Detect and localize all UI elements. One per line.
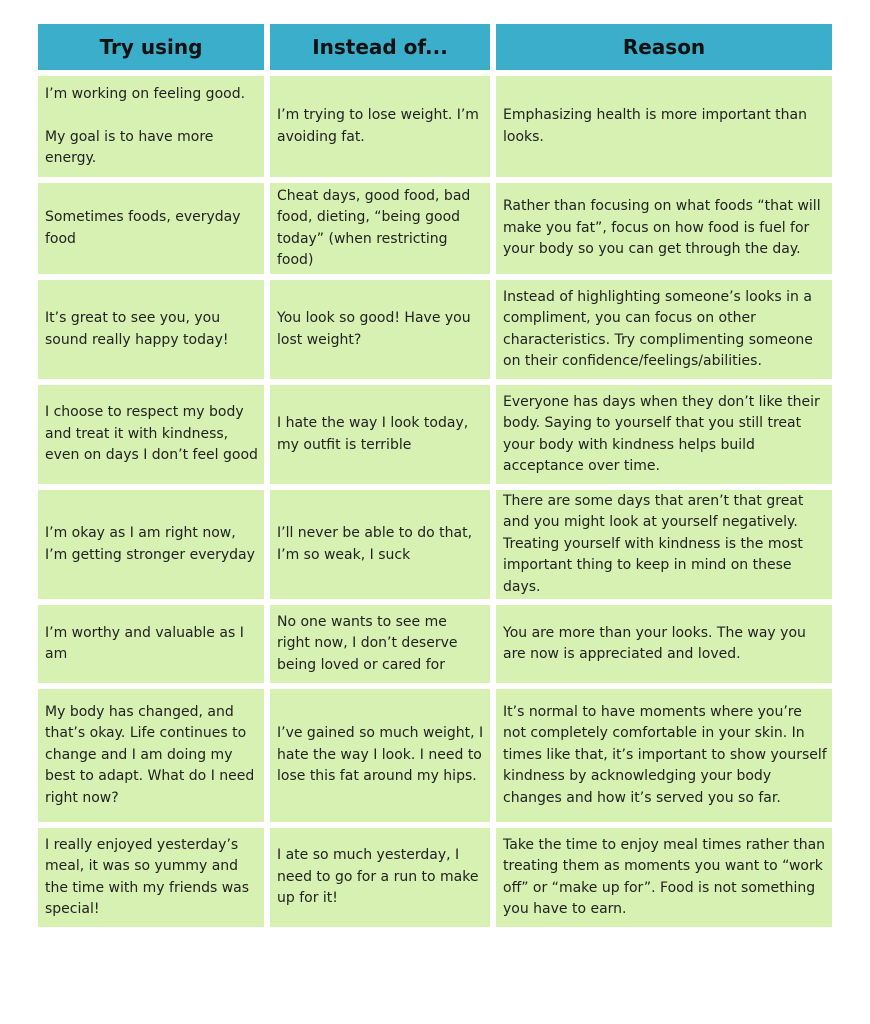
cell-reason: It’s normal to have moments where you’re not completely comfortable in your skin. In times like that, it’s important to show yourself kindness by acknowledging your body changes and how it’s served you so far. xyxy=(496,689,832,822)
cell-reason: Instead of highlighting someone’s looks in a compliment, you can focus on other characteristics. Try complimenting someone on their confidence/feelings/abilities. xyxy=(496,280,832,379)
cell-try-using: Sometimes foods, everyday food xyxy=(38,183,264,274)
cell-instead-of: Cheat days, good food, bad food, dieting, “being good today” (when restricting food) xyxy=(270,183,490,274)
cell-reason: There are some days that aren’t that great and you might look at yourself negatively. Treating yourself with kindness is the most important thing to keep in mind on these days. xyxy=(496,490,832,599)
cell-try-using: I really enjoyed yesterday’s meal, it was so yummy and the time with my friends was special! xyxy=(38,828,264,927)
cell-instead-of: No one wants to see me right now, I don’t deserve being loved or cared for xyxy=(270,605,490,683)
cell-reason: You are more than your looks. The way you are now is appreciated and loved. xyxy=(496,605,832,683)
header-instead-of: Instead of... xyxy=(270,24,490,70)
cell-instead-of: I ate so much yesterday, I need to go for a run to make up for it! xyxy=(270,828,490,927)
cell-try-using: I choose to respect my body and treat it with kindness, even on days I don’t feel good xyxy=(38,385,264,484)
cell-try-using: It’s great to see you, you sound really happy today! xyxy=(38,280,264,379)
cell-instead-of: You look so good! Have you lost weight? xyxy=(270,280,490,379)
body-talk-table xyxy=(38,24,832,927)
cell-try-using: I’m okay as I am right now, I’m getting stronger everyday xyxy=(38,490,264,599)
header-try-using: Try using xyxy=(38,24,264,70)
cell-reason: Everyone has days when they don’t like their body. Saying to yourself that you still treat your body with kindness helps build acceptance over time. xyxy=(496,385,832,484)
cell-reason: Take the time to enjoy meal times rather than treating them as moments you want to “work off” or “make up for”. Food is not something you have to earn. xyxy=(496,828,832,927)
cell-instead-of: I’ll never be able to do that, I’m so weak, I suck xyxy=(270,490,490,599)
cell-try-using: I’m worthy and valuable as I am xyxy=(38,605,264,683)
cell-instead-of: I’m trying to lose weight. I’m avoiding fat. xyxy=(270,76,490,177)
cell-reason: Emphasizing health is more important than looks. xyxy=(496,76,832,177)
cell-try-using: I’m working on feeling good. My goal is to have more energy. xyxy=(38,76,264,177)
cell-try-using: My body has changed, and that’s okay. Life continues to change and I am doing my best to adapt. What do I need right now? xyxy=(38,689,264,822)
header-reason: Reason xyxy=(496,24,832,70)
cell-instead-of: I’ve gained so much weight, I hate the way I look. I need to lose this fat around my hips. xyxy=(270,689,490,822)
cell-reason: Rather than focusing on what foods “that will make you fat”, focus on how food is fuel for your body so you can get through the day. xyxy=(496,183,832,274)
cell-instead-of: I hate the way I look today, my outfit is terrible xyxy=(270,385,490,484)
